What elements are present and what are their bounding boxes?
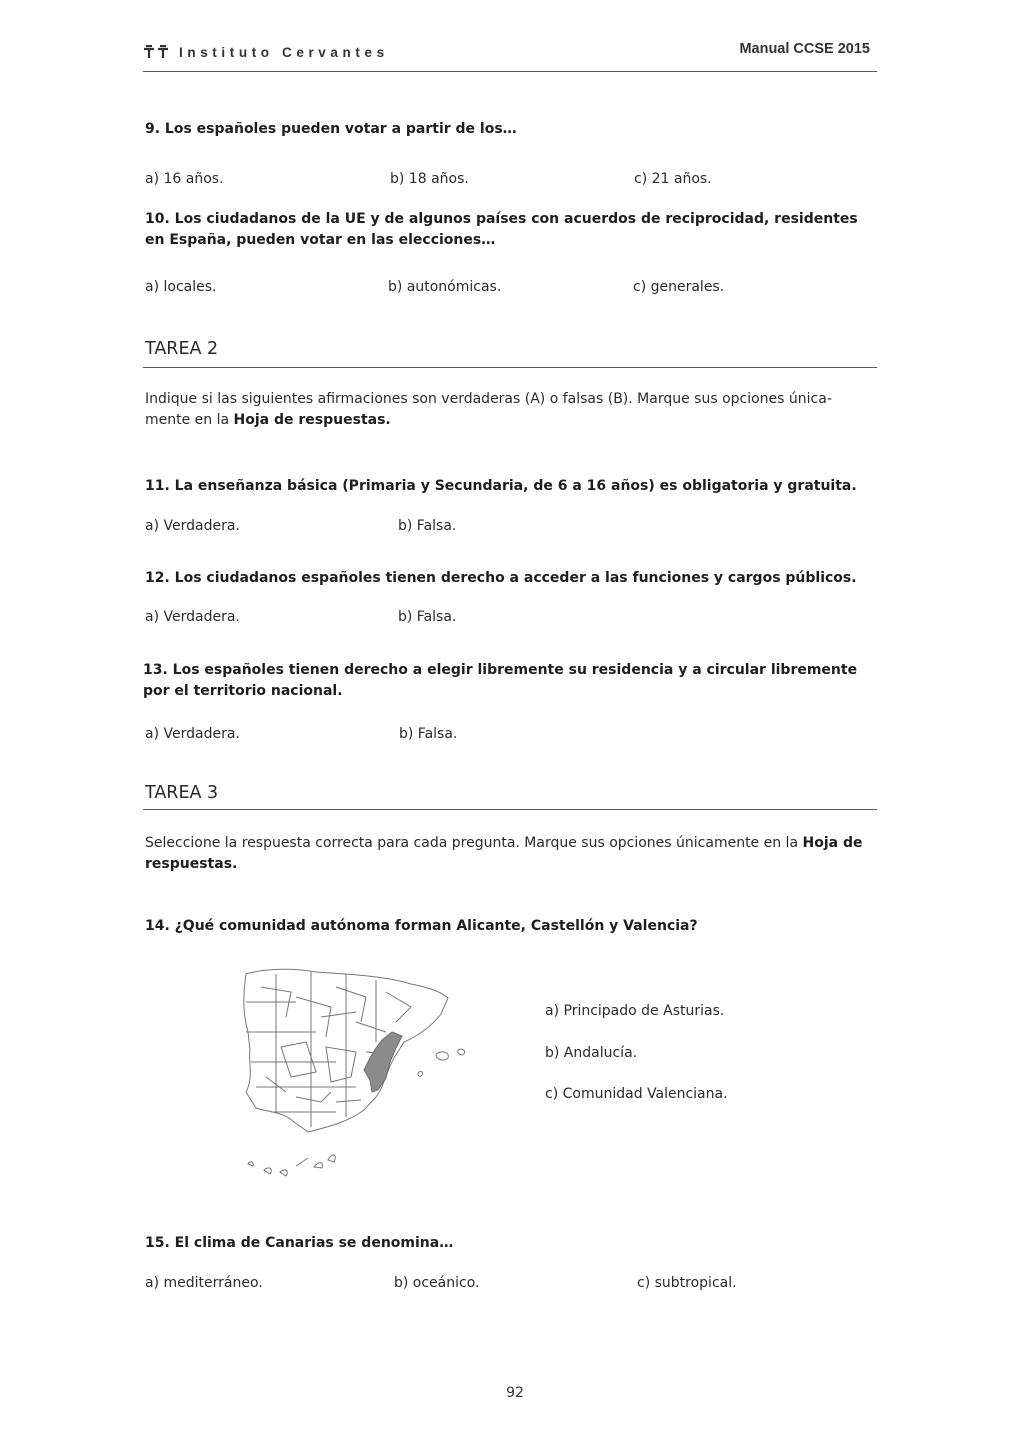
q15-option-b[interactable]: b) oceánico. <box>394 1275 480 1291</box>
cervantes-logo-icon <box>143 45 169 59</box>
header-logo <box>143 40 389 64</box>
q10-option-a[interactable]: a) locales. <box>145 279 217 295</box>
page-number: 92 <box>506 1385 524 1401</box>
manual-title: Manual CCSE 2015 <box>739 41 870 57</box>
tarea-2-instructions-text: Indique si las siguientes afirmaciones son verdaderas (A) o falsas (B). Marque sus opciones única-mente en la <box>145 391 832 428</box>
q13-option-a[interactable]: a) Verdadera. <box>145 726 240 742</box>
question-14: 14. ¿Qué comunidad autónoma forman Alicante, Castellón y Valencia? <box>145 918 698 934</box>
q12-option-a[interactable]: a) Verdadera. <box>145 609 240 625</box>
question-13: 13. Los españoles tienen derecho a elegir libremente su residencia y a circular libremente por el territorio nacional. <box>143 662 858 699</box>
q15-option-c[interactable]: c) subtropical. <box>637 1275 737 1291</box>
question-11: 11. La enseñanza básica (Primaria y Secundaria, de 6 a 16 años) es obligatoria y gratuita. <box>145 478 857 494</box>
section-title-tarea-3: TAREA 3 <box>145 783 219 803</box>
tarea-2-divider <box>143 367 877 368</box>
tarea-3-instructions <box>145 833 865 875</box>
tarea-3-divider <box>143 809 877 810</box>
canary-islands <box>248 1155 335 1176</box>
q11-option-b[interactable]: b) Falsa. <box>398 518 457 534</box>
q10-option-b[interactable]: b) autonómicas. <box>388 279 502 295</box>
q14-option-b[interactable]: b) Andalucía. <box>545 1045 638 1061</box>
section-title-tarea-2: TAREA 2 <box>145 339 219 359</box>
logo-text: Instituto Cervantes <box>179 44 389 60</box>
q9-option-c[interactable]: c) 21 años. <box>634 171 712 187</box>
q14-option-c[interactable]: c) Comunidad Valenciana. <box>545 1086 728 1102</box>
tarea-3-instructions-text: Seleccione la respuesta correcta para cada pregunta. Marque sus opciones únicamente en la <box>145 835 803 851</box>
balearic-islands <box>418 1049 465 1076</box>
tarea-2-instructions-bold: Hoja de respuestas. <box>233 412 391 428</box>
q13-option-b[interactable]: b) Falsa. <box>399 726 458 742</box>
tarea-3-instructions-bold: Hoja de respuestas. <box>145 835 863 872</box>
q9-option-a[interactable]: a) 16 años. <box>145 171 224 187</box>
spain-provinces-map <box>236 962 476 1192</box>
header-divider <box>143 71 877 72</box>
comunidad-valenciana-highlight <box>364 1032 402 1092</box>
q11-option-a[interactable]: a) Verdadera. <box>145 518 240 534</box>
q15-option-a[interactable]: a) mediterráneo. <box>145 1275 263 1291</box>
question-15: 15. El clima de Canarias se denomina… <box>145 1235 454 1251</box>
question-9: 9. Los españoles pueden votar a partir de los… <box>145 121 517 137</box>
q10-option-c[interactable]: c) generales. <box>633 279 725 295</box>
q12-option-b[interactable]: b) Falsa. <box>398 609 457 625</box>
q14-option-a[interactable]: a) Principado de Asturias. <box>545 1003 725 1019</box>
question-10: 10. Los ciudadanos de la UE y de algunos países con acuerdos de reciprocidad, residentes en España, pueden votar en las elecciones… <box>145 211 858 248</box>
q9-option-b[interactable]: b) 18 años. <box>390 171 469 187</box>
tarea-2-instructions <box>145 389 870 431</box>
question-12: 12. Los ciudadanos españoles tienen derecho a acceder a las funciones y cargos públicos. <box>145 570 857 586</box>
